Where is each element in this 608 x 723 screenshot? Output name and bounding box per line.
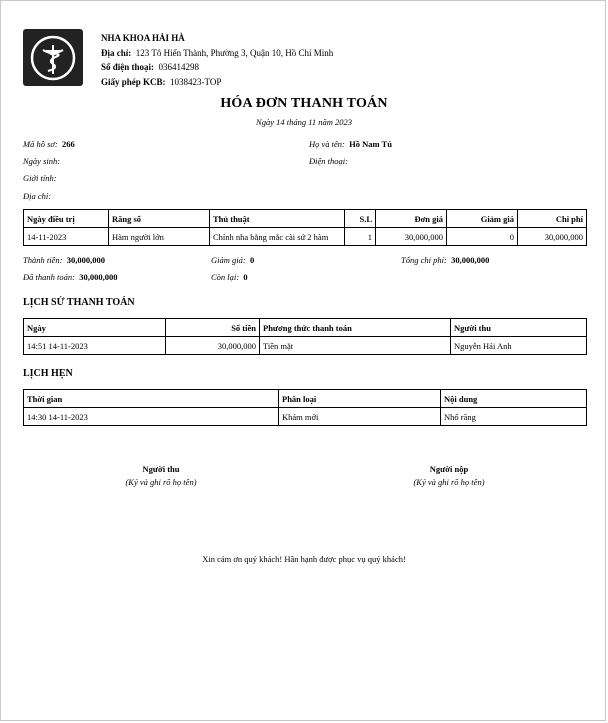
col-header: Ngày bbox=[24, 319, 166, 337]
col-header: Ngày điều trị bbox=[24, 210, 109, 228]
patient-phone-field bbox=[309, 156, 348, 166]
col-header: Giảm giá bbox=[447, 210, 518, 228]
patient-address-field bbox=[23, 191, 51, 201]
appointments-title: LỊCH HẸN bbox=[23, 368, 73, 379]
paid-field bbox=[23, 272, 117, 282]
table-row bbox=[24, 228, 587, 246]
patient-address-label: Địa chỉ: bbox=[23, 191, 52, 201]
payer-title: Người nộp bbox=[429, 464, 469, 474]
payer-note: (Ký và ghi rõ họ tên) bbox=[413, 477, 485, 487]
table-row bbox=[24, 337, 587, 355]
table-cell: Nhổ răng bbox=[441, 408, 587, 426]
receiver-signature bbox=[86, 464, 236, 487]
col-header: Chi phí bbox=[518, 210, 587, 228]
table-cell: Hàm người lớn bbox=[109, 228, 210, 246]
table-header-row bbox=[24, 210, 587, 228]
remaining-label: Còn lại: bbox=[211, 272, 240, 282]
subtotal-label: Thành tiền: bbox=[23, 255, 63, 265]
col-header: Nội dung bbox=[441, 390, 587, 408]
appointments-table bbox=[23, 389, 587, 426]
record-field bbox=[23, 139, 75, 149]
clinic-license-label: Giấy phép KCB: bbox=[101, 76, 166, 87]
table-cell: 0 bbox=[447, 228, 518, 246]
treatment-table bbox=[23, 209, 587, 246]
table-cell: 30,000,000 bbox=[376, 228, 447, 246]
table-cell: 14-11-2023 bbox=[24, 228, 109, 246]
invoice-date: Ngày 14 tháng 11 năm 2023 bbox=[256, 117, 352, 127]
clinic-address: 123 Tô Hiến Thành, Phường 3, Quận 10, Hồ Chí Minh bbox=[135, 47, 334, 58]
paid-label: Đã thanh toán: bbox=[23, 272, 75, 282]
col-header: Số tiền bbox=[166, 319, 260, 337]
table-cell: 14:51 14-11-2023 bbox=[24, 337, 166, 355]
table-cell: 1 bbox=[345, 228, 376, 246]
record-value: 266 bbox=[62, 139, 75, 149]
table-cell: Chỉnh nha bằng mắc cài sứ 2 hàm bbox=[210, 228, 345, 246]
col-header: S.L bbox=[345, 210, 376, 228]
payment-history-title: LỊCH SỬ THANH TOÁN bbox=[23, 297, 135, 308]
patient-name-label: Họ và tên: bbox=[309, 139, 345, 149]
gender-label: Giới tính: bbox=[23, 173, 57, 183]
table-cell: Tiền mặt bbox=[260, 337, 451, 355]
gender-field bbox=[23, 173, 57, 183]
total-field bbox=[401, 255, 489, 265]
discount-label: Giảm giá: bbox=[211, 255, 246, 265]
thank-you-note: Xin cám ơn quý khách! Hân hạnh được phục vụ quý khách! bbox=[202, 554, 406, 564]
payer-signature bbox=[374, 464, 524, 487]
table-header-row bbox=[24, 319, 587, 337]
remaining-value: 0 bbox=[243, 272, 248, 282]
clinic-logo bbox=[23, 29, 83, 86]
patient-phone-label: Điện thoại: bbox=[309, 156, 348, 166]
remaining-field bbox=[211, 272, 248, 282]
table-cell: 14:30 14-11-2023 bbox=[24, 408, 279, 426]
caduceus-icon bbox=[29, 34, 77, 82]
receiver-title: Người thu bbox=[142, 464, 180, 474]
discount-value: 0 bbox=[249, 255, 255, 265]
record-label: Mã hồ sơ: bbox=[23, 139, 58, 149]
col-header: Đơn giá bbox=[376, 210, 447, 228]
col-header: Người thu bbox=[451, 319, 587, 337]
col-header: Phân loại bbox=[279, 390, 441, 408]
patient-name-field bbox=[309, 139, 392, 149]
clinic-address-label: Địa chỉ: bbox=[101, 47, 132, 58]
subtotal-value: 30,000,000 bbox=[66, 255, 105, 265]
clinic-license: 1038423-TOP bbox=[170, 76, 222, 87]
paid-value: 30,000,000 bbox=[79, 272, 118, 282]
table-cell: Nguyễn Hải Anh bbox=[451, 337, 587, 355]
clinic-phone: 036414298 bbox=[158, 62, 200, 72]
discount-field bbox=[211, 255, 254, 265]
dob-field bbox=[23, 156, 60, 166]
col-header: Thủ thuật bbox=[210, 210, 345, 228]
table-cell: 30,000,000 bbox=[518, 228, 587, 246]
receiver-note: (Ký và ghi rõ họ tên) bbox=[125, 477, 197, 487]
clinic-phone-label: Số điện thoại: bbox=[101, 62, 155, 72]
payment-history-table bbox=[23, 318, 587, 355]
clinic-name: NHA KHOA HẢI HÀ bbox=[101, 33, 185, 43]
table-cell: 30,000,000 bbox=[166, 337, 260, 355]
page-title: HÓA ĐƠN THANH TOÁN bbox=[220, 96, 388, 111]
total-value: 30,000,000 bbox=[451, 255, 490, 265]
clinic-info bbox=[101, 31, 333, 89]
col-header: Phương thức thanh toán bbox=[260, 319, 451, 337]
dob-label: Ngày sinh: bbox=[23, 156, 61, 166]
col-header: Thời gian bbox=[24, 390, 279, 408]
col-header: Răng số bbox=[109, 210, 210, 228]
table-header-row bbox=[24, 390, 587, 408]
table-row bbox=[24, 408, 587, 426]
table-cell: Khám mới bbox=[279, 408, 441, 426]
subtotal-field bbox=[23, 255, 105, 265]
patient-name: Hồ Nam Tú bbox=[349, 139, 392, 149]
total-label: Tổng chi phí: bbox=[401, 255, 447, 265]
